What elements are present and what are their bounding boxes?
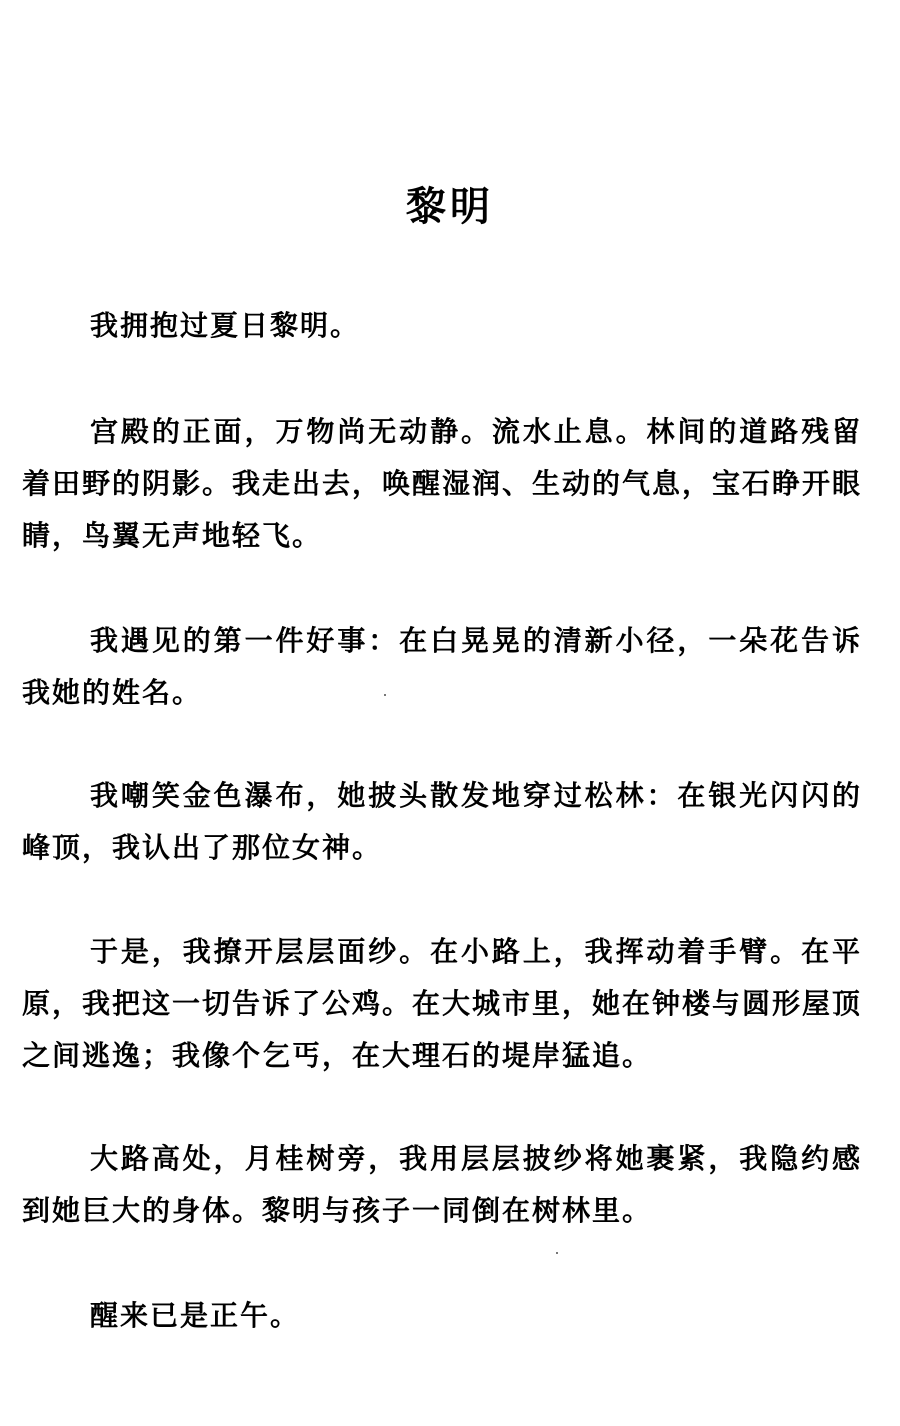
scan-speck: [556, 1252, 558, 1254]
paragraph-4: 我嘲笑金色瀑布，她披头散发地穿过松林：在银光闪闪的峰顶，我认出了那位女神。: [22, 779, 862, 864]
paragraph-6: 大路高处，月桂树旁，我用层层披纱将她裹紧，我隐约感到她巨大的身体。黎明与孩子一同倒在树林里。: [22, 1142, 862, 1227]
scan-speck: [384, 694, 386, 696]
paragraph-5: 于是，我撩开层层面纱。在小路上，我挥动着手臂。在平原，我把这一切告诉了公鸡。在大城市里，她在钟楼与圆形屋顶之间逃逸；我像个乞丐，在大理石的堤岸猛追。: [22, 935, 863, 1072]
page-title: 黎明: [406, 182, 494, 230]
paragraph-7: 醒来已是正午。: [90, 1299, 301, 1332]
paragraph-1: 我拥抱过夏日黎明。: [90, 309, 361, 342]
paragraph-2: 宫殿的正面，万物尚无动静。流水止息。林间的道路残留着田野的阴影。我走出去，唤醒湿润、生动的气息，宝石睁开眼睛，鸟翼无声地轻飞。: [22, 415, 863, 552]
paragraph-3: 我遇见的第一件好事：在白晃晃的清新小径，一朵花告诉我她的姓名。: [22, 624, 862, 709]
